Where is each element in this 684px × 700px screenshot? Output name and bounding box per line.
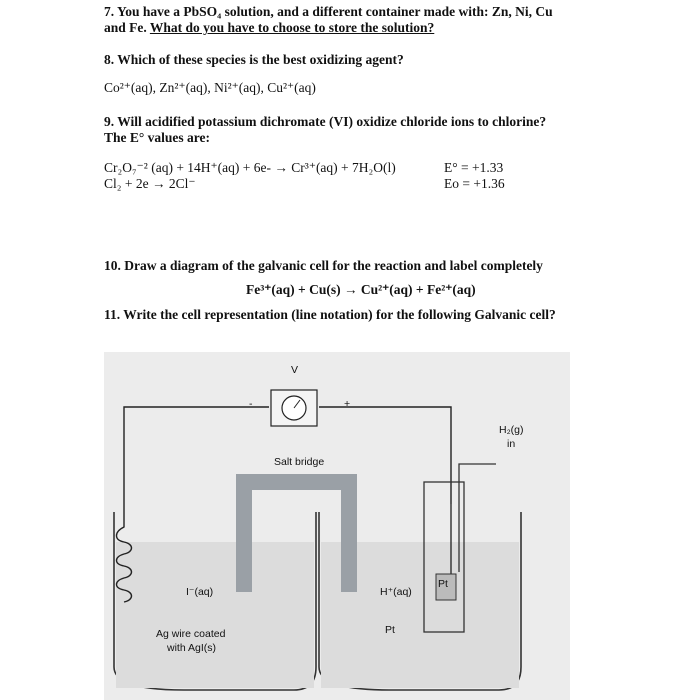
q9-reaction1: Cr₂O₇⁻² (aq) + 14H⁺(aq) + 6e- → Cr³⁺(aq) + 7H₂O(l) (104, 160, 396, 175)
ag-electrode-label-line2: with AgI(s) (167, 642, 217, 654)
h2-in-label: in (507, 438, 516, 450)
galvanic-cell-figure (104, 352, 570, 700)
iodide-solution-label: I⁻(aq) (186, 586, 214, 598)
q9-e1: E° = +1.33 (444, 160, 504, 175)
q7-line2 (104, 20, 434, 36)
minus-terminal-label: - (249, 398, 253, 410)
q7-line1: 7. You have a PbSO₄ solution, and a different container made with: Zn, Ni, Cu (104, 4, 553, 19)
q10-reaction: Fe³⁺(aq) + Cu(s) → Cu²⁺(aq) + Fe²⁺(aq) (246, 282, 476, 297)
q10-question: 10. Draw a diagram of the galvanic cell for the reaction and label completely (104, 258, 543, 273)
hydrogen-ion-solution-label: H⁺(aq) (380, 586, 412, 598)
q7-line2-start: and Fe. (104, 20, 150, 35)
ag-electrode-label-line1: Ag wire coated (156, 628, 226, 640)
q8-species: Co²⁺(aq), Zn²⁺(aq), Ni²⁺(aq), Cu²⁺(aq) (104, 80, 316, 95)
pt-label-bottom: Pt (385, 624, 395, 636)
q8-question: 8. Which of these species is the best oxidizing agent? (104, 52, 404, 67)
plus-terminal-label: + (344, 398, 351, 410)
q9-e2: Eo = +1.36 (444, 176, 505, 191)
q9-line1: 9. Will acidified potassium dichromate (VI) oxidize chloride ions to chlorine? (104, 114, 547, 129)
salt-bridge-label: Salt bridge (274, 456, 325, 468)
left-solution (116, 542, 314, 688)
q9-reaction2: Cl₂ + 2e → 2Cl⁻ (104, 176, 196, 191)
h2-gas-label: H₂(g) (499, 424, 524, 436)
voltmeter-label: V (291, 364, 299, 376)
q7-line2-underlined: What do you have to choose to store the solution? (149, 20, 435, 35)
q11-question: 11. Write the cell representation (line notation) for the following Galvanic cell? (104, 307, 556, 322)
pt-label-electrode: Pt (438, 578, 448, 590)
q9-line2: The E° values are: (104, 130, 211, 145)
